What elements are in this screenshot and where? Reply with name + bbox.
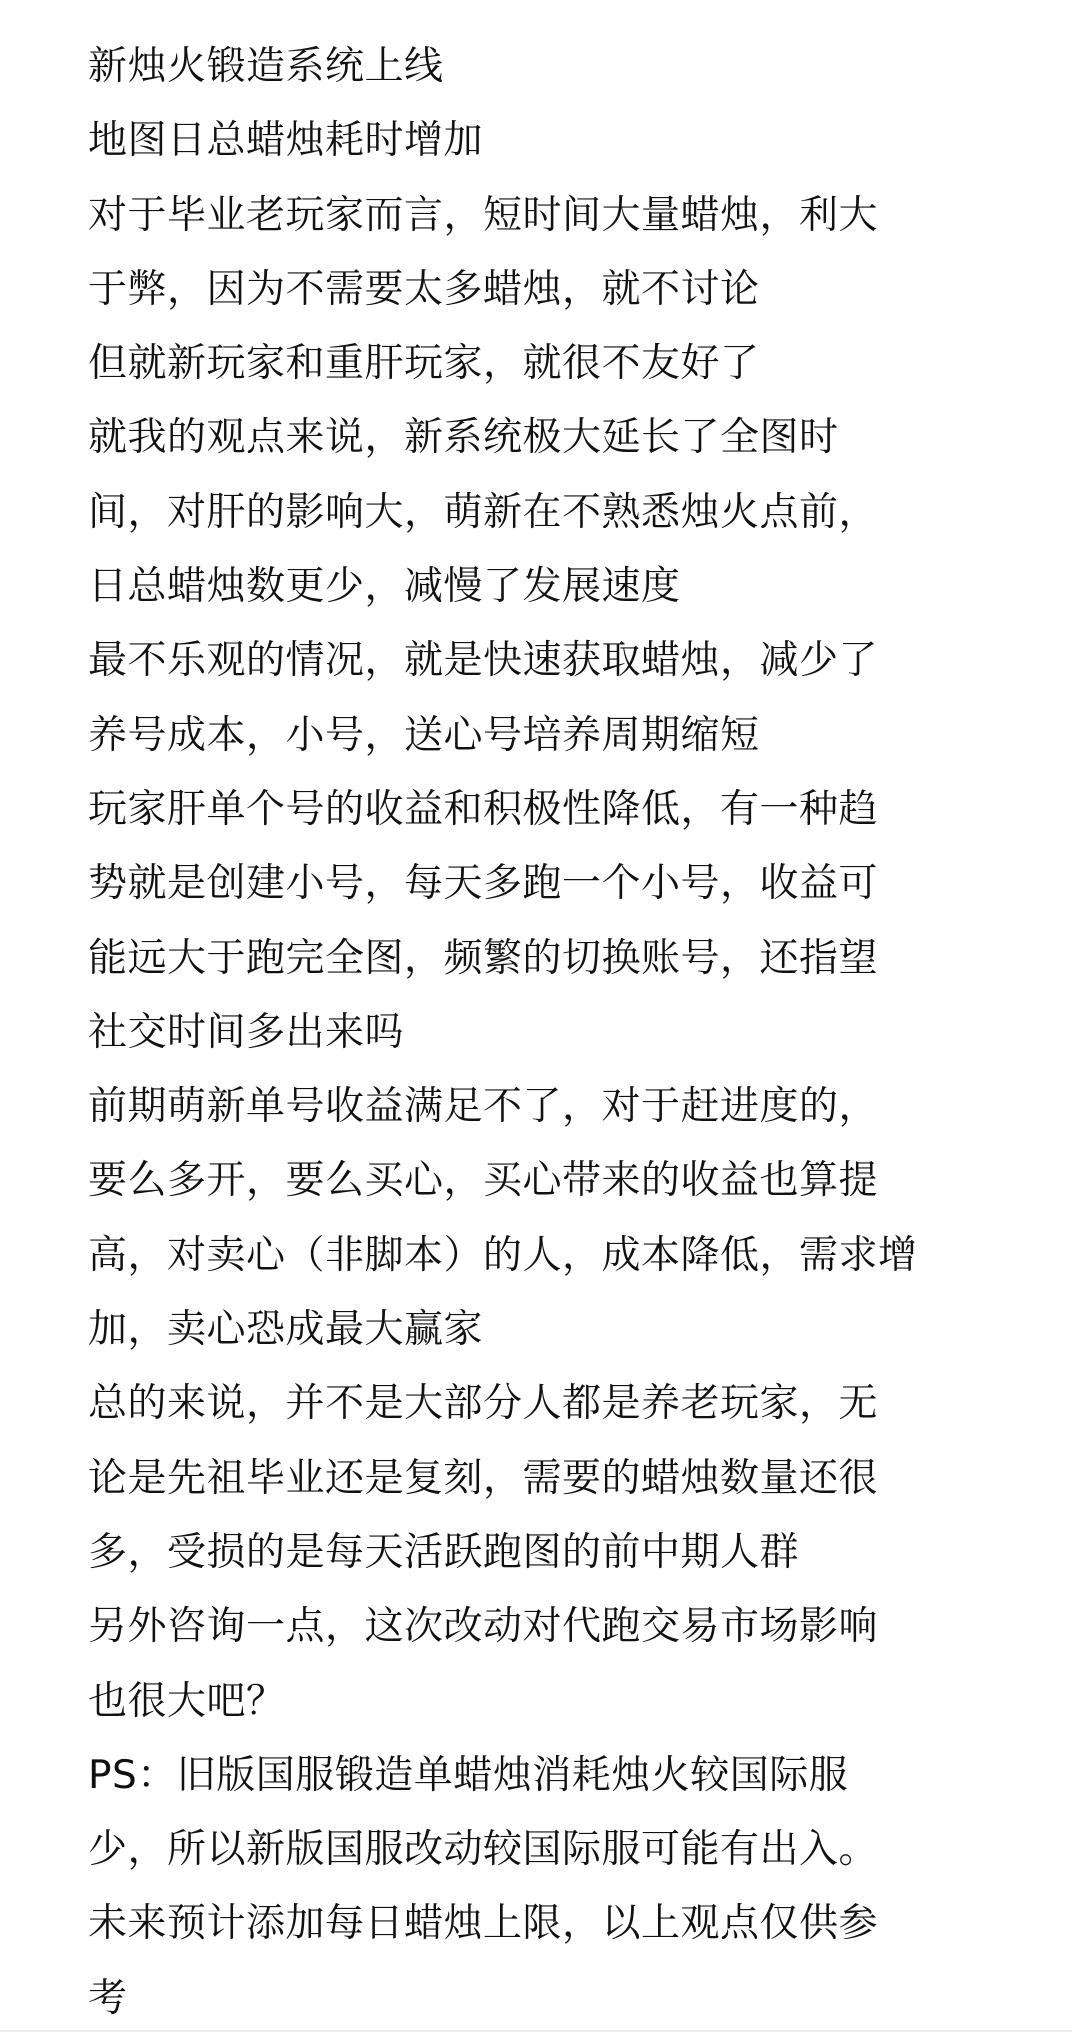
bottom-divider: [0, 2030, 1072, 2032]
post-line-26: 未来预计添加每日蜡烛上限，以上观点仅供参: [88, 1901, 879, 1947]
post-line-15: 前期萌新单号收益满足不了，对于赶进度的，: [88, 1084, 879, 1130]
post-line-14: 社交时间多出来吗: [88, 1009, 405, 1055]
post-line-27: 考: [88, 1975, 128, 2021]
post-line-19: 总的来说，并不是大部分人都是养老玩家，无: [88, 1381, 879, 1427]
post-line-6: 就我的观点来说，新系统极大延长了全图时: [88, 415, 839, 461]
post-line-9: 最不乐观的情况，就是快速获取蜡烛，减少了: [88, 638, 879, 684]
post-line-20: 论是先祖毕业还是复刻，需要的蜡烛数量还很: [88, 1455, 879, 1501]
post-line-11: 玩家肝单个号的收益和积极性降低，有一种趋: [88, 786, 879, 832]
post-line-22: 另外咨询一点，这次改动对代跑交易市场影响: [88, 1604, 879, 1650]
post-line-7: 间，对肝的影响大，萌新在不熟悉烛火点前，: [88, 489, 879, 535]
post-line-17: 高，对卖心（非脚本）的人，成本降低，需求增: [88, 1232, 918, 1278]
post-line-2: 地图日总蜡烛耗时增加: [88, 118, 484, 164]
post-line-10: 养号成本，小号，送心号培养周期缩短: [88, 712, 760, 758]
post-line-4: 于弊，因为不需要太多蜡烛，就不讨论: [88, 266, 760, 312]
post-line-23: 也很大吧？: [88, 1678, 286, 1724]
post-line-5: 但就新玩家和重肝玩家，就很不友好了: [88, 341, 760, 387]
post-body: [88, 30, 1018, 2036]
post-line-3: 对于毕业老玩家而言，短时间大量蜡烛，利大: [88, 192, 879, 238]
post-line-1: 新烛火锻造系统上线: [88, 44, 444, 89]
post-line-18: 加，卖心恐成最大赢家: [88, 1307, 484, 1353]
post-line-12: 势就是创建小号，每天多跑一个小号，收益可: [88, 861, 879, 907]
post-line-24: PS：旧版国服锻造单蜡烛消耗烛火较国际服: [88, 1752, 849, 1798]
post-line-13: 能远大于跑完全图，频繁的切换账号，还指望: [88, 935, 879, 981]
post-line-21: 多，受损的是每天活跃跑图的前中期人群: [88, 1529, 800, 1575]
post-line-25: 少，所以新版国服改动较国际服可能有出入。: [88, 1827, 879, 1873]
post-line-16: 要么多开，要么买心，买心带来的收益也算提: [88, 1158, 879, 1204]
post-line-8: 日总蜡烛数更少，减慢了发展速度: [88, 564, 681, 610]
